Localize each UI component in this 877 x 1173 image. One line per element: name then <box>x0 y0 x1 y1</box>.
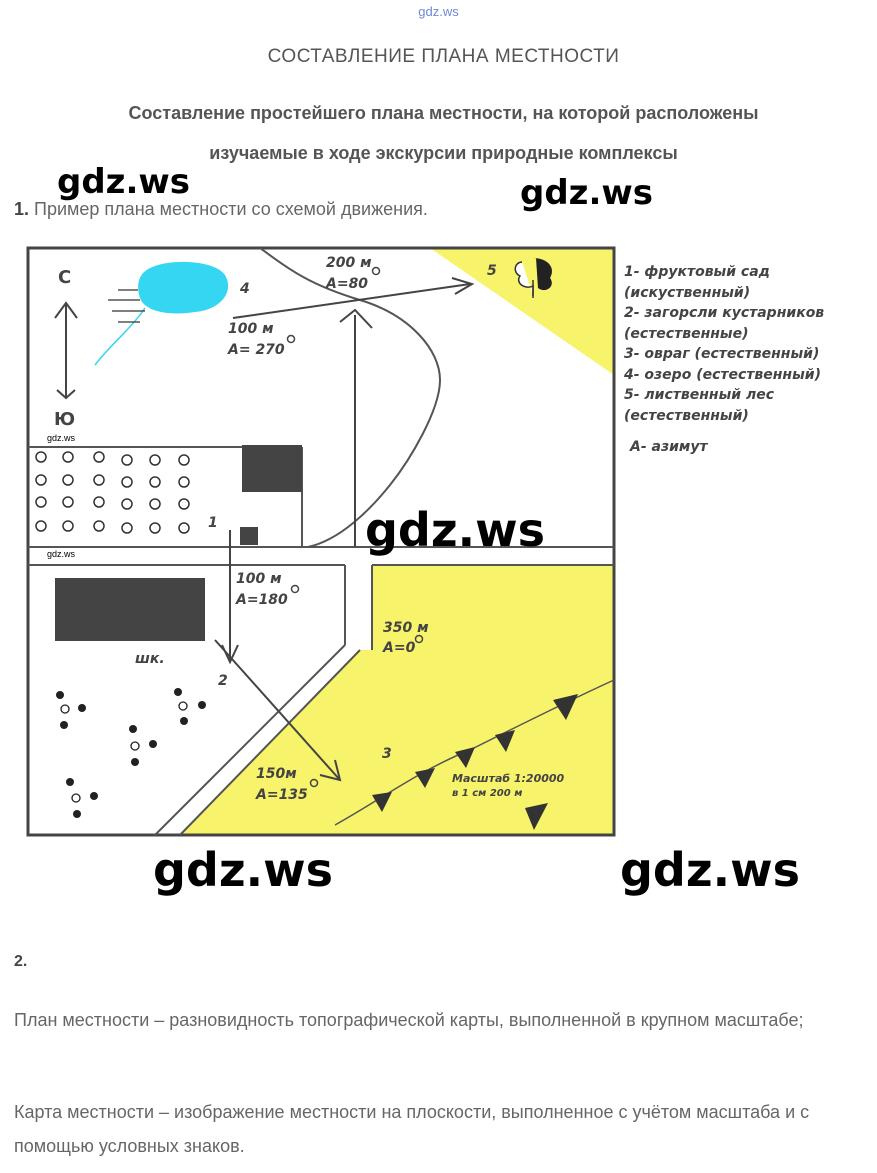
item-2-number: 2. <box>14 953 28 970</box>
lake <box>138 262 228 314</box>
page-title: СОСТАВЛЕНИЕ ПЛАНА МЕСТНОСТИ <box>267 46 620 67</box>
watermark-small: gdz.ws <box>47 549 76 559</box>
route-2-distance: 100 м <box>228 321 274 337</box>
watermark-small: gdz.ws <box>47 433 76 443</box>
zone-number-3: 3 <box>382 746 392 762</box>
definition-map: Карта местности – изображение местности на плоскости, выполненное с учётом масштаба и с помощью условных знаков. <box>14 1102 810 1156</box>
legend-line: (естественные) <box>624 326 749 342</box>
building-1 <box>242 445 302 492</box>
degree-mark <box>373 268 380 275</box>
legend-line: (искуственный) <box>624 285 751 301</box>
shrub-symbols <box>56 688 206 818</box>
degree-mark <box>288 336 295 343</box>
legend-line: 2- загорсли кустарников <box>624 305 825 321</box>
map-legend <box>623 264 824 455</box>
watermark: gdz.ws <box>365 503 545 557</box>
route-4-distance: 350 м <box>383 620 429 636</box>
route-3-azimuth: А=180 <box>236 592 288 608</box>
legend-line: 4- озеро (естественный) <box>624 367 821 383</box>
legend-line: 5- лиственный лес <box>624 387 774 403</box>
orchard-symbols <box>36 452 189 533</box>
compass-arrow <box>55 303 77 398</box>
route-5-distance: 150м <box>256 766 297 782</box>
legend-line: 3- овраг (естественный) <box>624 346 820 362</box>
route-5-azimuth: А=135 <box>256 787 308 803</box>
definition-plan: План местности – разновидность топографической карты, выполненной в крупном масштабе; <box>14 1010 804 1030</box>
watermark: gdz.ws <box>620 843 800 897</box>
item-1-number: 1. <box>14 199 30 219</box>
scale-value: в 1 см 200 м <box>452 788 523 799</box>
zone-number-4: 4 <box>240 281 250 297</box>
south-label: Ю <box>54 409 76 430</box>
stream <box>95 308 145 365</box>
building-2 <box>240 527 258 545</box>
subtitle-line-1: Составление простейшего плана местности, на которой расположены <box>128 103 759 123</box>
subtitle-line-2: изучаемые в ходе экскурсии природные комплексы <box>209 143 678 163</box>
route-1-azimuth: А=80 <box>326 276 369 292</box>
route-4-azimuth: А=0 <box>383 640 416 656</box>
route-3-distance: 100 м <box>236 571 282 587</box>
zone-number-5: 5 <box>487 263 497 279</box>
source-label[interactable]: gdz.ws <box>418 4 459 19</box>
scale-label: Масштаб 1:20000 <box>452 772 565 785</box>
legend-azimuth: А- азимут <box>630 439 708 455</box>
item-1-text: Пример плана местности со схемой движения. <box>34 199 428 219</box>
north-label: С <box>58 267 72 288</box>
watermark: gdz.ws <box>57 162 191 202</box>
route-1-distance: 200 м <box>326 255 372 271</box>
watermark: gdz.ws <box>520 173 654 213</box>
legend-line: 1- фруктовый сад <box>624 264 770 280</box>
zone-number-1: 1 <box>208 515 218 531</box>
legend-line: (естественный) <box>624 408 749 424</box>
watermark: gdz.ws <box>153 843 333 897</box>
degree-mark <box>292 586 299 593</box>
route-2-azimuth: А= 270 <box>228 342 285 358</box>
school-label: шк. <box>135 651 165 667</box>
zone-number-2: 2 <box>218 673 228 689</box>
school-building <box>55 578 205 641</box>
